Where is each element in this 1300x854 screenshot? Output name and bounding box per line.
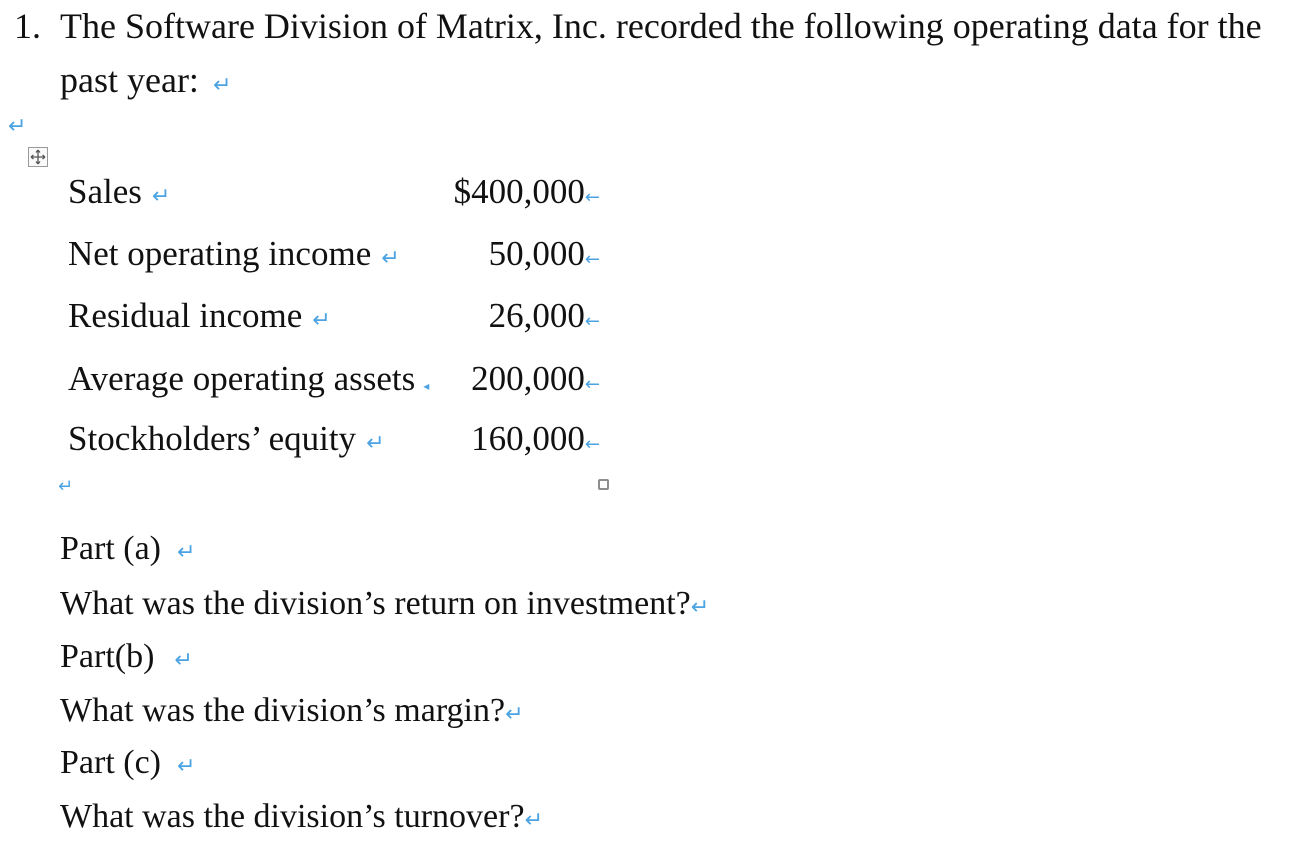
question-text-line-2: past year: <box>60 60 199 100</box>
part-c-question <box>60 800 543 834</box>
paragraph-mark-icon: ↵ <box>690 595 710 620</box>
cell-end-icon: ← <box>584 374 600 395</box>
table-resize-handle[interactable] <box>598 479 609 490</box>
table-row <box>68 174 170 209</box>
paragraph-mark-icon: ↵ <box>177 754 196 779</box>
table-row <box>68 361 429 396</box>
part-a-question <box>60 587 709 621</box>
row-label: Sales <box>68 172 142 211</box>
part-heading: Part(b) <box>60 638 155 675</box>
part-heading: Part (c) <box>60 744 162 781</box>
paragraph-mark-icon: ◂ <box>423 379 430 393</box>
paragraph-mark-icon: ↵ <box>174 648 193 673</box>
paragraph-mark-icon: ↵ <box>524 808 543 833</box>
paragraph-mark-icon: ↵ <box>366 431 385 456</box>
row-label: Net operating income <box>68 234 372 273</box>
table-row <box>68 298 331 333</box>
cell-end-icon: ← <box>584 249 600 270</box>
cell-end-icon: ← <box>584 434 600 455</box>
question-line-2 <box>60 62 231 98</box>
table-move-handle-icon[interactable] <box>28 147 48 167</box>
table-row <box>68 421 385 456</box>
row-amount: 200,000 <box>471 359 585 398</box>
paragraph-mark-icon: ↵ <box>177 540 196 565</box>
paragraph-mark-icon: ↵ <box>8 114 27 139</box>
table-row-amount <box>489 236 600 271</box>
paragraph-mark-icon: ↵ <box>212 73 232 98</box>
question-number: 1. <box>14 6 41 46</box>
paragraph-mark-icon: ↵ <box>381 246 400 271</box>
row-amount: 26,000 <box>488 296 585 335</box>
part-heading: Part (a) <box>60 530 162 567</box>
question-text-line-1: The Software Division of Matrix, Inc. recorded the following operating data for the <box>60 6 1262 46</box>
row-amount: $400,000 <box>453 172 585 211</box>
table-row <box>68 236 400 271</box>
part-question: What was the division’s turnover? <box>60 798 525 835</box>
row-label: Residual income <box>68 296 303 335</box>
part-b-question <box>60 694 524 728</box>
part-question: What was the division’s margin? <box>60 692 506 729</box>
table-row-amount <box>471 421 600 456</box>
paragraph-mark-icon: ↵ <box>312 308 331 333</box>
paragraph-mark-icon: ↵ <box>151 184 171 209</box>
cell-end-icon: ← <box>584 311 600 332</box>
paragraph-mark-icon: ↵ <box>58 476 74 497</box>
paragraph-mark-icon: ↵ <box>505 702 524 727</box>
part-question: What was the division’s return on investment? <box>60 585 691 622</box>
table-row-amount <box>454 174 600 209</box>
table-row-amount <box>471 361 600 396</box>
table-row-amount <box>489 298 600 333</box>
part-a-heading <box>60 532 195 566</box>
part-b-heading <box>60 640 193 674</box>
row-amount: 50,000 <box>488 234 585 273</box>
row-amount: 160,000 <box>471 419 585 458</box>
row-label: Stockholders’ equity <box>68 419 357 458</box>
row-label: Average operating assets <box>68 359 416 398</box>
part-c-heading <box>60 746 195 780</box>
cell-end-icon: ← <box>584 187 600 208</box>
